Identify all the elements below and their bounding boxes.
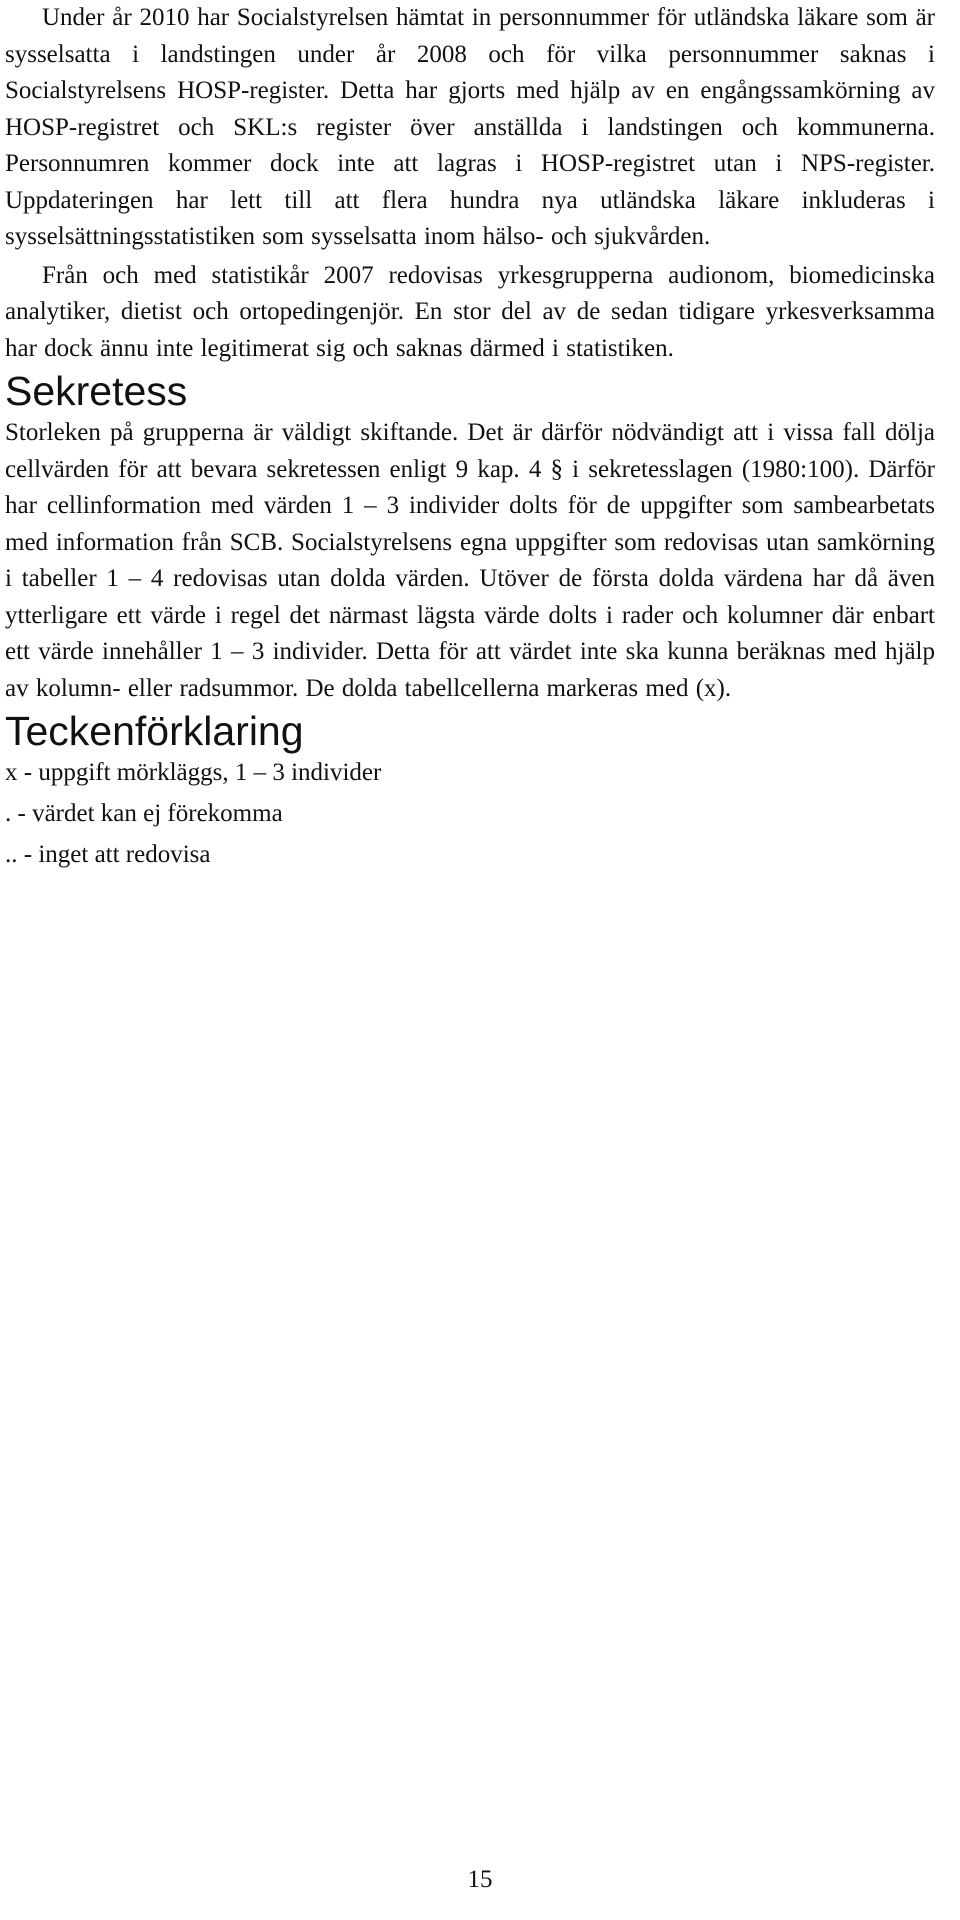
page-content — [5, 0, 935, 878]
sekretess-paragraph: Storleken på grupperna är väldigt skiftande. Det är därför nödvändigt att i vissa fall dölja cellvärden för att bevara sekretessen enligt 9 kap. 4 § i sekretesslagen (1980:100). Därför har cellinformation med värden 1 – 3 individer dolts för de uppgifter som sambearbetats med information från SCB. Socialstyrelsens egna uppgifter som redovisas utan samkörning i tabeller 1 – 4 redovisas utan dolda värden. Utöver de första dolda värdena har då även ytterligare ett värde i regel det närmast lägsta värde dolts i rader och kolumner där enbart ett värde innehåller 1 – 3 individer. Detta för att värdet inte ska kunna beräknas med hjälp av kolumn- eller radsummor. De dolda tabellcellerna markeras med (x). — [5, 419, 935, 702]
heading-teckenforklaring: Teckenförklaring — [5, 708, 304, 754]
legend-item-dot: . - värdet kan ej förekomma — [5, 800, 283, 827]
heading-sekretess: Sekretess — [5, 368, 188, 414]
legend-list — [5, 755, 935, 873]
legend-item-x: x - uppgift mörkläggs, 1 – 3 individer — [5, 759, 382, 786]
legend-item-double-dot: .. - inget att redovisa — [5, 841, 211, 868]
page-number: 15 — [467, 1866, 493, 1893]
intro-paragraph-2: Från och med statistikår 2007 redovisas yrkesgrupperna audionom, biomedicinska analytiker, dietist och ortopedingenjör. En stor del av de sedan tidigare yrkesverksamma har dock ännu inte legitimerat sig och saknas därmed i statistiken. — [5, 261, 935, 362]
intro-paragraph-1: Under år 2010 har Socialstyrelsen hämtat in personnummer för utländska läkare som är sysselsatta i landstingen under år 2008 och för vilka personnummer saknas i Socialstyrelsens HOSP-register. Detta har gjorts med hjälp av en engångssamkörning av HOSP-registret och SKL:s register över anställda i landstingen och kommunerna. Personnumren kommer dock inte att lagras i HOSP-registret utan i NPS-register. Uppdateringen har lett till att flera hundra nya utländska läkare inkluderas i sysselsättningsstatistiken som sysselsatta inom hälso- och sjukvården. — [5, 4, 935, 250]
